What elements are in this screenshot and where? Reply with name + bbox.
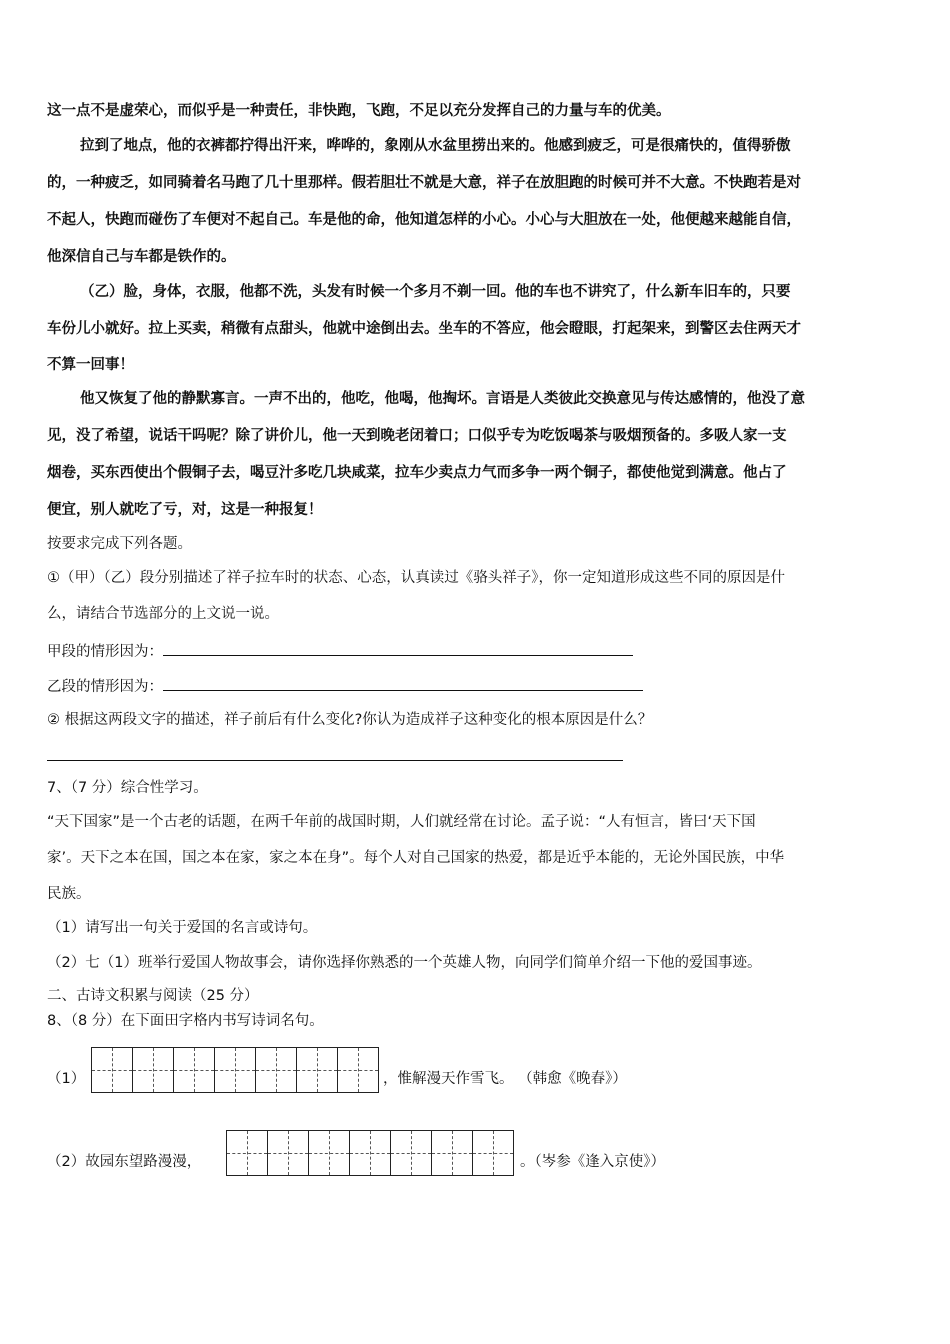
- grid-cell[interactable]: [227, 1131, 268, 1175]
- grid-cell[interactable]: [256, 1048, 297, 1092]
- sub-question: （2）七（1）班举行爱国人物故事会，请你选择你熟悉的一个英雄人物，向同学们简单介绍一下他的爱国事迹。: [47, 955, 762, 971]
- line2-text-before: （2）故园东望路漫漫，: [47, 1154, 202, 1170]
- answer-line-yi: [47, 676, 643, 697]
- grid-cell[interactable]: [473, 1131, 514, 1175]
- grid-cell[interactable]: [215, 1048, 256, 1092]
- sub-question: （1）请写出一句关于爱国的名言或诗句。: [47, 920, 318, 936]
- question-text: 家’。天下之本在国，国之本在家，家之本在身”。每个人对自己国家的热爱，都是近乎本能的，无论外国民族，中华: [47, 850, 785, 866]
- grid-cell[interactable]: [350, 1131, 391, 1175]
- passage-line: （乙）脸，身体，衣服，他都不洗，头发有时候一个多月不剃一回。他的车也不讲究了，什么新车旧车的，只要: [80, 284, 791, 300]
- question-text: 民族。: [47, 886, 91, 902]
- line1-text: ，惟解漫天作雪飞。 （韩愈《晚春》）: [383, 1071, 627, 1087]
- answer-blank[interactable]: [163, 676, 643, 691]
- passage-line: 见，没了希望，说话干吗呢？除了讲价儿，他一天到晚老闭着口；口似乎专为吃饭喝茶与吸烟预备的。多吸人家一支: [47, 428, 787, 444]
- passage-line: 不算一回事！: [47, 357, 134, 373]
- passage-line: 烟卷，买东西使出个假铜子去，喝豆汁多吃几块咸菜，拉车少卖点力气而多争一两个铜子，都使他觉到满意。他占了: [47, 465, 787, 481]
- question-title: 7、（7 分）综合性学习。: [47, 780, 208, 796]
- answer-blank[interactable]: [47, 760, 623, 761]
- grid-cell[interactable]: [268, 1131, 309, 1175]
- question-text: “天下国家”是一个古老的话题，在两千年前的战国时期，人们就经常在讨论。孟子说：“人有恒言，皆曰‘天下国: [47, 814, 756, 830]
- question-item: 么，请结合节选部分的上文说一说。: [47, 606, 279, 622]
- answer-blank[interactable]: [163, 641, 633, 656]
- grid-cell[interactable]: [297, 1048, 338, 1092]
- grid-cell[interactable]: [432, 1131, 473, 1175]
- grid-cell[interactable]: [338, 1048, 379, 1092]
- passage-line: 便宜，别人就吃了亏，对，这是一种报复！: [47, 502, 323, 518]
- passage-line: 拉到了地点，他的衣裤都拧得出汗来，哗哗的，象刚从水盆里捞出来的。他感到疲乏，可是很痛快的，值得骄傲: [80, 138, 791, 154]
- answer-label: 乙段的情形因为：: [47, 679, 163, 695]
- writing-grid-1[interactable]: [91, 1047, 379, 1093]
- passage-line: 的，一种疲乏，如同骑着名马跑了几十里那样。假若胆壮不就是大意，祥子在放胆跑的时候可并不大意。不快跑若是对: [47, 175, 801, 191]
- passage-line: 他深信自己与车都是铁作的。: [47, 249, 236, 265]
- answer-label: 甲段的情形因为：: [47, 644, 163, 660]
- passage-line: 他又恢复了他的静默寡言。一声不出的，他吃，他喝，他掏坏。言语是人类彼此交换意见与传达感情的，他没了意: [80, 391, 805, 407]
- passage-line: 不起人，快跑而碰伤了车便对不起自己。车是他的命，他知道怎样的小心。小心与大胆放在一处，他便越来越能自信，: [47, 212, 801, 228]
- instruction: 按要求完成下列各题。: [47, 536, 192, 552]
- line2-text-after: 。（岑参《逢入京使》）: [520, 1154, 665, 1170]
- section-heading: 二、古诗文积累与阅读（25 分）: [47, 988, 259, 1004]
- passage-line: 这一点不是虚荣心，而似乎是一种责任，非快跑，飞跑，不足以充分发挥自己的力量与车的优美。: [47, 103, 671, 119]
- question-item: ①（甲）（乙）段分别描述了祥子拉车时的状态、心态，认真读过《骆头祥子》，你一定知道形成这些不同的原因是什: [47, 570, 785, 586]
- grid-cell[interactable]: [309, 1131, 350, 1175]
- grid-cell[interactable]: [133, 1048, 174, 1092]
- writing-grid-2[interactable]: [226, 1130, 514, 1176]
- question-item: ② 根据这两段文字的描述，祥子前后有什么变化?你认为造成祥子这种变化的根本原因是什么？: [47, 712, 653, 728]
- question-title: 8、（8 分）在下面田字格内书写诗词名句。: [47, 1013, 324, 1029]
- passage-line: 车份儿小就好。拉上买卖，稍微有点甜头，他就中途倒出去。坐车的不答应，他会瞪眼，打起架来，到警区去住两天才: [47, 321, 801, 337]
- grid-cell[interactable]: [92, 1048, 133, 1092]
- answer-line-jia: [47, 641, 633, 662]
- line1-number: （1）: [47, 1071, 86, 1087]
- grid-cell[interactable]: [391, 1131, 432, 1175]
- grid-cell[interactable]: [174, 1048, 215, 1092]
